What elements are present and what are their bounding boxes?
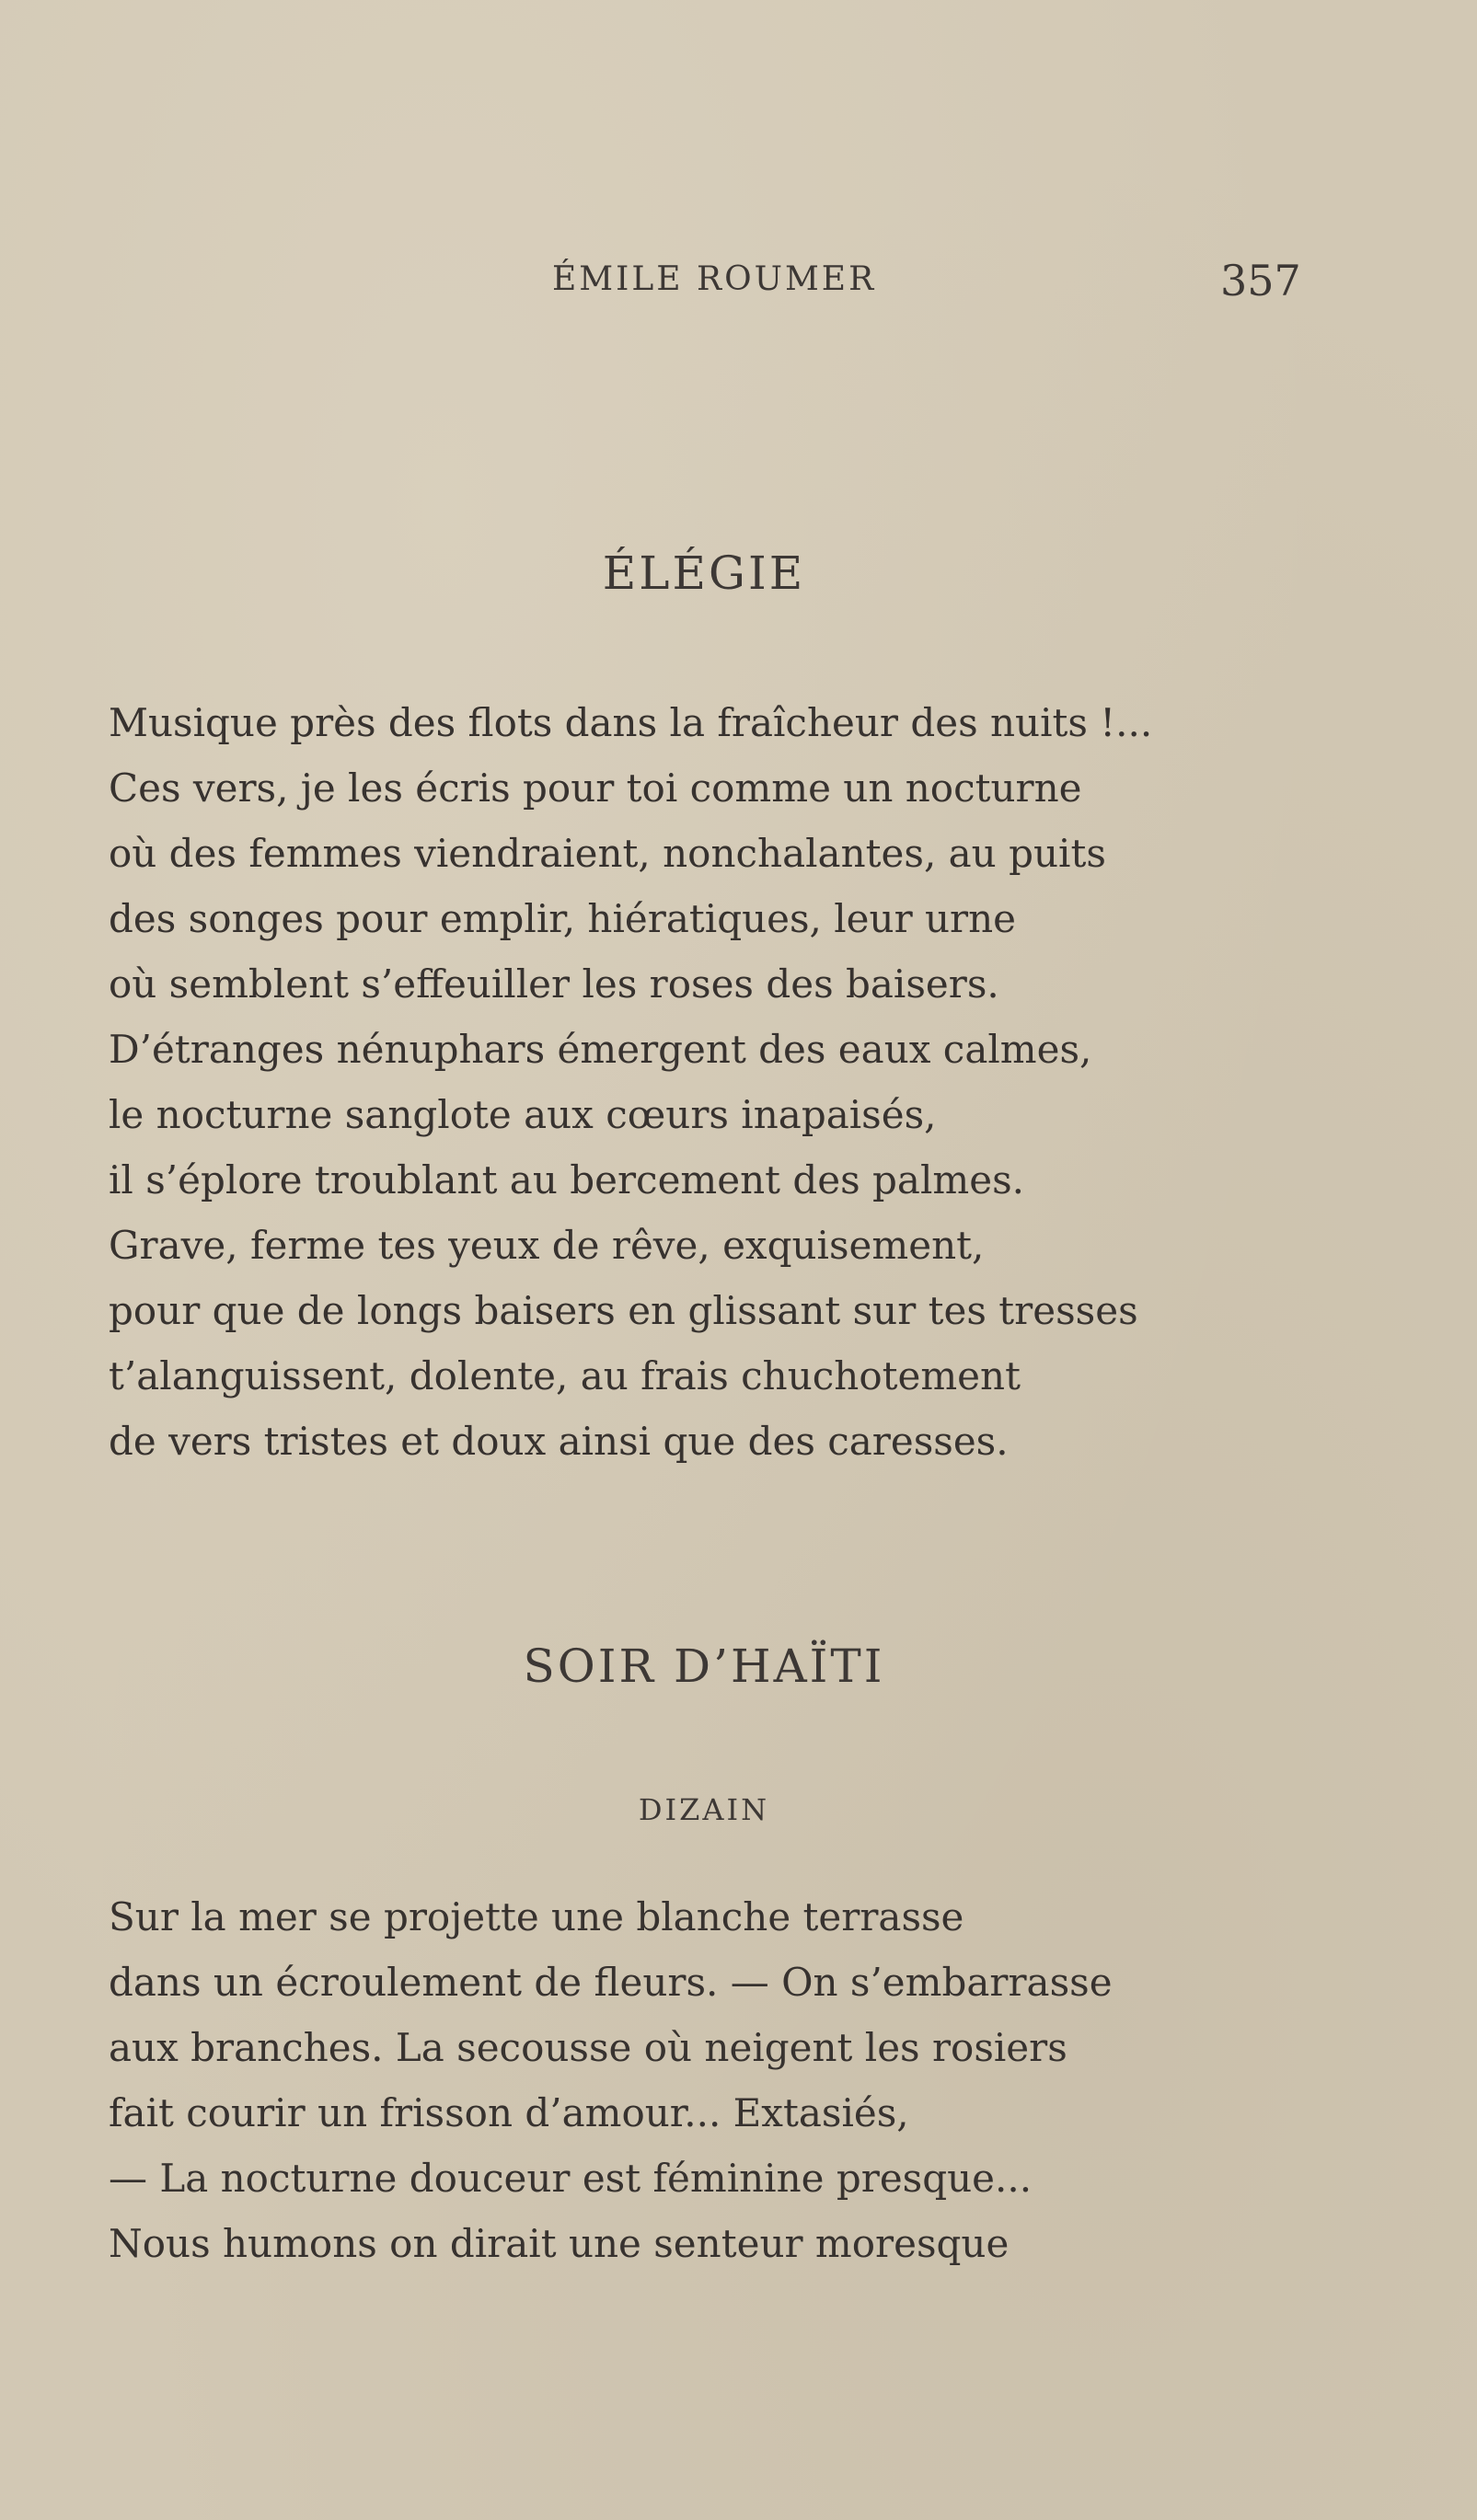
poem-title-soir-d-haiti: SOIR D’HAÏTI — [523, 1640, 885, 1693]
verse-line: le nocturne sanglote aux cœurs inapaisés, — [109, 1092, 937, 1137]
verse-line: Nous humons on dirait une senteur moresque — [109, 2221, 1010, 2266]
verse-line: pour que de longs baisers en glissant sur tes tresses — [109, 1288, 1138, 1333]
verse-line: Grave, ferme tes yeux de rêve, exquisement, — [109, 1223, 985, 1268]
verse-line: dans un écroulement de fleurs. — On s’embarrasse — [109, 1960, 1113, 2005]
page-number: 357 — [1220, 256, 1301, 305]
verse-line: il s’éplore troublant au bercement des palmes. — [109, 1157, 1024, 1202]
verse-line: des songes pour emplir, hiératiques, leur urne — [109, 896, 1017, 941]
verse-line: fait courir un frisson d’amour... Extasiés, — [109, 2090, 909, 2135]
verse-line: t’alanguissent, dolente, au frais chuchotement — [109, 1353, 1021, 1398]
verse-line: aux branches. La secousse où neigent les rosiers — [109, 2025, 1067, 2070]
verse-line: où des femmes viendraient, nonchalantes, au puits — [109, 831, 1106, 876]
verse-line: où semblent s’effeuiller les roses des baisers. — [109, 961, 999, 1007]
verse-line: de vers tristes et doux ainsi que des caresses. — [109, 1419, 1009, 1464]
poem-title-elegie: ÉLÉGIE — [602, 547, 806, 600]
poem-body-elegie — [109, 690, 1305, 1474]
poem-subtitle-dizain: DIZAIN — [638, 1792, 770, 1827]
verse-line: — La nocturne douceur est féminine presque... — [109, 2156, 1033, 2201]
verse-line: Sur la mer se projette une blanche terrasse — [109, 1894, 964, 1939]
running-head: ÉMILE ROUMER — [552, 260, 877, 298]
verse-line: Musique près des flots dans la fraîcheur des nuits !... — [109, 700, 1153, 745]
verse-line: D’étranges nénuphars émergent des eaux calmes, — [109, 1027, 1092, 1072]
verse-line: Ces vers, je les écris pour toi comme un nocturne — [109, 765, 1082, 811]
poem-body-soir-d-haiti — [109, 1884, 1305, 2276]
